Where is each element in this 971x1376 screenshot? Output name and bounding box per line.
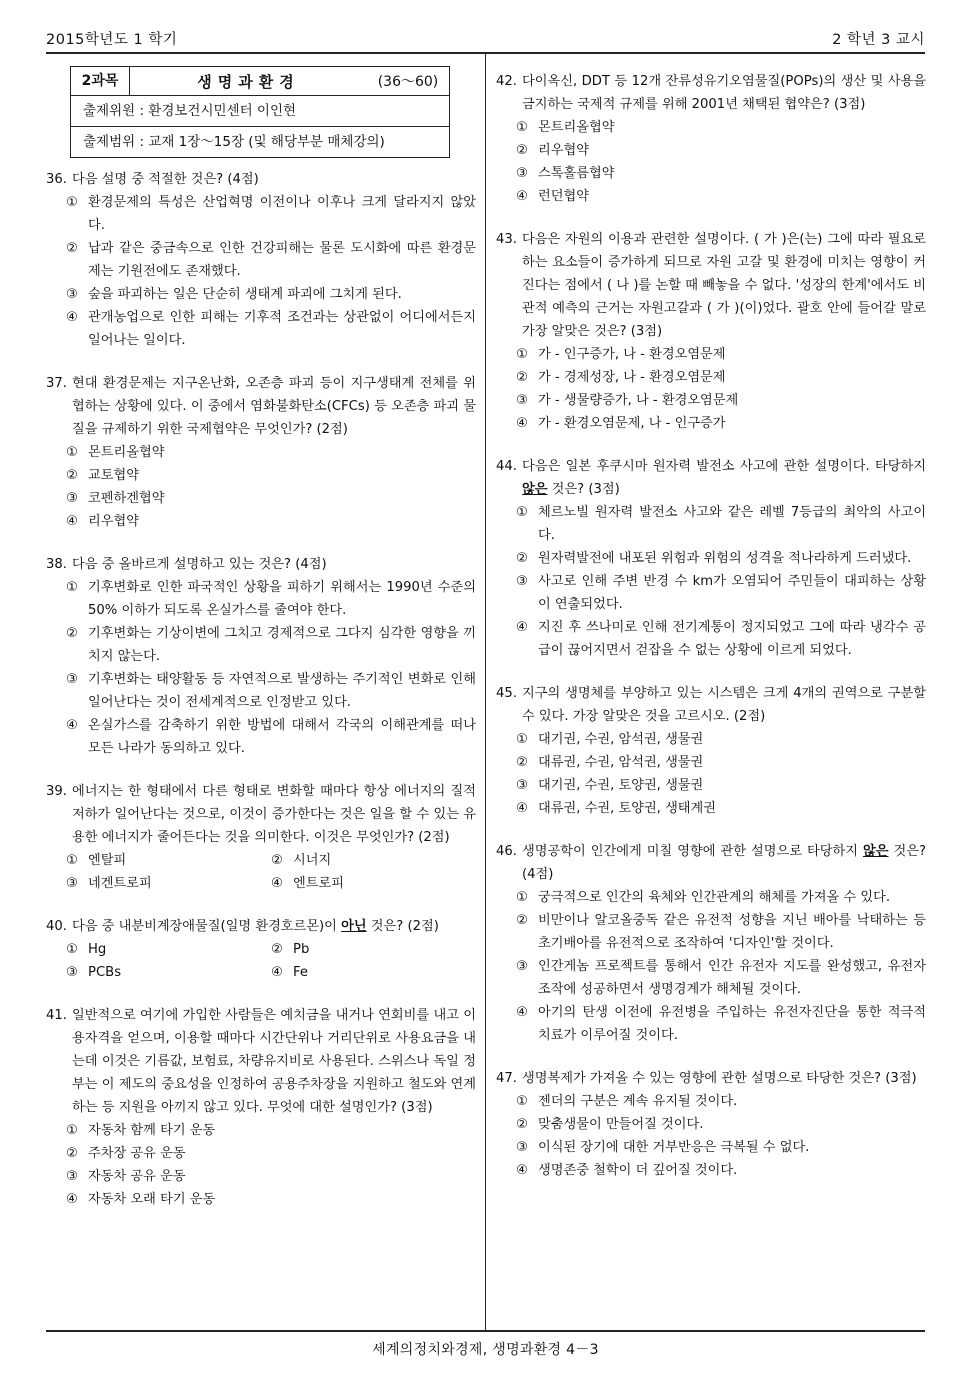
option-number: ③ — [66, 965, 78, 980]
question — [46, 1004, 476, 1211]
answer-option[interactable] — [516, 501, 926, 547]
question-text-post: 것은? (4점) — [522, 844, 926, 882]
answer-option[interactable] — [66, 872, 271, 895]
question-number: 40. — [46, 919, 67, 934]
question-text-pre: 다음은 일본 후쿠시마 원자력 발전소 사고에 관한 설명이다. 타당하지 — [522, 459, 926, 474]
question-text-post: 것은? (2점) — [366, 919, 439, 934]
option-number: ④ — [66, 718, 78, 733]
answer-option[interactable] — [516, 1113, 926, 1136]
question — [496, 840, 926, 1047]
answer-option[interactable] — [66, 576, 476, 622]
option-number: ① — [516, 890, 528, 905]
question-stem — [46, 168, 476, 191]
answer-option[interactable] — [66, 1165, 476, 1188]
question-number: 47. — [496, 1071, 517, 1086]
answer-option[interactable] — [516, 774, 926, 797]
option-text: 코펜하겐협약 — [88, 491, 165, 506]
answer-option[interactable] — [516, 343, 926, 366]
answer-option[interactable] — [516, 389, 926, 412]
answer-option[interactable] — [516, 886, 926, 909]
question — [46, 780, 476, 895]
answer-option[interactable] — [516, 366, 926, 389]
option-number: ② — [66, 1146, 78, 1161]
answer-options — [46, 576, 476, 760]
option-number: ③ — [516, 166, 528, 181]
answer-option[interactable] — [516, 412, 926, 435]
option-text: 엔트로피 — [293, 876, 344, 891]
option-number: ④ — [516, 1163, 528, 1178]
option-text: 가 - 인구증가, 나 - 환경오염문제 — [538, 347, 726, 362]
answer-option[interactable] — [516, 1136, 926, 1159]
subject-box — [70, 66, 450, 158]
answer-option[interactable] — [516, 728, 926, 751]
option-number: ③ — [516, 778, 528, 793]
answer-option[interactable] — [66, 668, 476, 714]
option-text: 환경문제의 특성은 산업혁명 이전이나 이후나 크게 달라지지 않았다. — [88, 195, 476, 233]
option-text: 이식된 장기에 대한 거부반응은 극복될 수 없다. — [538, 1140, 810, 1155]
answer-option[interactable] — [271, 938, 476, 961]
option-number: ② — [66, 626, 78, 641]
question-text — [522, 840, 926, 886]
question — [46, 168, 476, 352]
answer-option[interactable] — [516, 570, 926, 616]
option-text: 궁극적으로 인간의 육체와 인간관계의 해체를 가져올 수 있다. — [538, 890, 891, 905]
answer-option[interactable] — [516, 162, 926, 185]
question — [496, 1067, 926, 1182]
option-text: 가 - 환경오염문제, 나 - 인구증가 — [538, 416, 726, 431]
question-text: 다이옥신, DDT 등 12개 잔류성유기오염물질(POPs)의 생산 및 사용을 금지하는 국제적 규제를 위해 2001년 채택된 협약은? (3점) — [522, 74, 926, 112]
option-number: ④ — [271, 876, 283, 891]
option-text: 사고로 인해 주변 반경 수 km가 오염되어 주민들이 대피하는 상황이 연출되었다. — [538, 574, 926, 612]
option-text: Fe — [293, 965, 308, 980]
answer-option[interactable] — [66, 191, 476, 237]
question-number: 36. — [46, 172, 67, 187]
option-text: 엔탈피 — [88, 853, 127, 868]
option-number: ④ — [66, 1192, 78, 1207]
answer-option[interactable] — [66, 961, 271, 984]
option-number: ③ — [516, 959, 528, 974]
option-number: ④ — [516, 1005, 528, 1020]
answer-option[interactable] — [66, 441, 476, 464]
question-number: 39. — [46, 784, 67, 799]
option-number: ③ — [516, 1140, 528, 1155]
option-number: ③ — [66, 491, 78, 506]
answer-options — [496, 116, 926, 208]
option-text: 스톡홀름협약 — [538, 166, 615, 181]
option-number: ② — [516, 551, 528, 566]
page-footer: 세계의정치와경제, 생명과환경 4－3 — [372, 1342, 599, 1358]
question-list — [46, 168, 476, 1211]
question-text — [522, 455, 926, 501]
question-number: 41. — [46, 1008, 67, 1023]
question-text: 생명복제가 가져올 수 있는 영향에 관한 설명으로 타당한 것은? (3점) — [522, 1071, 917, 1086]
column-divider — [485, 53, 486, 1330]
option-text: 생명존중 철학이 더 깊어질 것이다. — [538, 1163, 738, 1178]
question-text-pre: 다음 중 내분비계장애물질(일명 환경호르몬)이 — [72, 919, 342, 934]
option-text: 자동차 함께 타기 운동 — [88, 1123, 216, 1138]
answer-option[interactable] — [271, 961, 476, 984]
option-text: 관개농업으로 인한 피해는 기후적 조건과는 상관없이 어디에서든지 일어나는 일이다. — [88, 310, 476, 348]
bottom-rule — [46, 1330, 925, 1332]
option-text: 주차장 공유 운동 — [88, 1146, 186, 1161]
exam-period: 2 학년 3 교시 — [832, 32, 925, 48]
question — [46, 915, 476, 984]
answer-option[interactable] — [66, 237, 476, 283]
option-number: ② — [271, 942, 283, 957]
option-number: ③ — [66, 1169, 78, 1184]
answer-option[interactable] — [66, 464, 476, 487]
answer-options — [46, 191, 476, 352]
answer-option[interactable] — [516, 1001, 926, 1047]
option-number: ④ — [66, 514, 78, 529]
option-text: 체르노빌 원자력 발전소 사고와 같은 레벨 7등급의 최악의 사고이다. — [538, 505, 926, 543]
emphasized-word: 아닌 — [341, 919, 367, 934]
question-stem — [46, 915, 476, 938]
option-number: ① — [66, 580, 78, 595]
question-text: 현대 환경문제는 지구온난화, 오존층 파괴 등이 지구생태계 전체를 위협하는 상황에 있다. 이 중에서 염화불화탄소(CFCs) 등 오존층 파괴 물질을 규제하기 위한 국제협약은 무엇인가? (2점) — [72, 376, 476, 437]
option-number: ② — [516, 1117, 528, 1132]
answer-option[interactable] — [66, 283, 476, 306]
question-stem — [46, 1004, 476, 1119]
emphasized-word: 않은 — [522, 482, 548, 497]
option-text: 가 - 경제성장, 나 - 환경오염문제 — [538, 370, 726, 385]
option-text: Pb — [293, 942, 310, 957]
answer-option[interactable] — [66, 714, 476, 760]
question-stem — [496, 70, 926, 116]
option-text: 인간게놈 프로젝트를 통해서 인간 유전자 지도를 완성했고, 유전자 조작에 성공하면서 생명경계가 해체될 것이다. — [538, 959, 926, 997]
answer-option[interactable] — [66, 487, 476, 510]
option-text: 젠더의 구분은 계속 유지될 것이다. — [538, 1094, 738, 1109]
option-number: ③ — [66, 287, 78, 302]
option-number: ③ — [66, 672, 78, 687]
question-text-pre: 생명공학이 인간에게 미칠 영향에 관한 설명으로 타당하지 — [522, 844, 863, 859]
answer-option[interactable] — [66, 849, 271, 872]
option-number: ② — [66, 468, 78, 483]
option-text: 기후변화는 태양활동 등 자연적으로 발생하는 주기적인 변화로 인해 일어난다는 것이 전세계적으로 인정받고 있다. — [88, 672, 476, 710]
option-text: 대기권, 수권, 토양권, 생물권 — [538, 778, 704, 793]
question-number: 42. — [496, 74, 517, 89]
answer-option[interactable] — [516, 547, 926, 570]
answer-options — [496, 886, 926, 1047]
answer-option[interactable] — [516, 185, 926, 208]
answer-option[interactable] — [516, 116, 926, 139]
option-number: ① — [516, 1094, 528, 1109]
option-number: ① — [66, 942, 78, 957]
option-number: ④ — [516, 620, 528, 635]
option-text: 납과 같은 중금속으로 인한 건강피해는 물론 도시화에 따른 환경문제는 기원전에도 존재했다. — [88, 241, 476, 279]
answer-option[interactable] — [66, 938, 271, 961]
question-stem — [496, 455, 926, 501]
answer-option[interactable] — [66, 1142, 476, 1165]
answer-option[interactable] — [66, 1188, 476, 1211]
question — [46, 553, 476, 760]
question — [46, 372, 476, 533]
option-number: ② — [66, 241, 78, 256]
option-number: ④ — [66, 310, 78, 325]
answer-option[interactable] — [66, 510, 476, 533]
answer-option[interactable] — [66, 306, 476, 352]
option-text: 지진 후 쓰나미로 인해 전기계통이 정지되었고 그에 따라 냉각수 공급이 끊어지면서 걷잡을 수 없는 상황에 이르게 되었다. — [538, 620, 926, 658]
option-number: ② — [516, 370, 528, 385]
option-text: 교토협약 — [88, 468, 139, 483]
question-number: 38. — [46, 557, 67, 572]
option-number: ① — [66, 195, 78, 210]
answer-options — [496, 1090, 926, 1182]
option-number: ② — [516, 913, 528, 928]
option-number: ② — [516, 755, 528, 770]
question-number: 44. — [496, 459, 517, 474]
option-text: 자동차 공유 운동 — [88, 1169, 186, 1184]
option-text: 기후변화는 기상이변에 그치고 경제적으로 그다지 심각한 영향을 끼치지 않는다. — [88, 626, 476, 664]
right-column — [496, 70, 926, 1202]
question-text: 지구의 생명체를 부양하고 있는 시스템은 크게 4개의 권역으로 구분할 수 있다. 가장 알맞은 것을 고르시오. (2점) — [522, 686, 926, 724]
option-number: ① — [516, 505, 528, 520]
option-text: 맞춤생물이 만들어질 것이다. — [538, 1117, 704, 1132]
answer-option[interactable] — [516, 139, 926, 162]
option-text: 대기권, 수권, 암석권, 생물권 — [538, 732, 704, 747]
answer-option[interactable] — [66, 622, 476, 668]
question-stem — [46, 372, 476, 441]
question-stem — [496, 840, 926, 886]
option-number: ② — [271, 853, 283, 868]
question-stem — [46, 553, 476, 576]
option-text: 리우협약 — [538, 143, 589, 158]
question-text: 다음 설명 중 적절한 것은? (4점) — [72, 172, 259, 187]
option-text: 기후변화로 인한 파국적인 상황을 피하기 위해서는 1990년 수준의 50% 이하가 되도록 온실가스를 줄여야 한다. — [88, 580, 476, 618]
question-range: (36～60) — [377, 74, 439, 90]
question-number: 45. — [496, 686, 517, 701]
answer-options — [46, 849, 476, 895]
option-text: 아기의 탄생 이전에 유전병을 주입하는 유전자진단을 통한 적극적 치료가 이루어질 것이다. — [538, 1005, 926, 1043]
left-column — [46, 66, 476, 1231]
option-text: 가 - 생물량증가, 나 - 환경오염문제 — [538, 393, 739, 408]
subject-code: 2과목 — [71, 67, 130, 95]
option-number: ① — [66, 853, 78, 868]
option-number: ④ — [271, 965, 283, 980]
option-number: ③ — [516, 393, 528, 408]
question — [496, 70, 926, 208]
question-number: 43. — [496, 232, 517, 247]
emphasized-word: 않은 — [863, 844, 889, 859]
option-number: ③ — [516, 574, 528, 589]
answer-option[interactable] — [516, 616, 926, 662]
option-number: ④ — [516, 416, 528, 431]
answer-options — [46, 441, 476, 533]
answer-option[interactable] — [516, 1159, 926, 1182]
question-text: 일반적으로 여기에 가입한 사람들은 예치금을 내거나 연회비를 내고 이용자격을 얻으며, 이용할 때마다 시간단위나 거리단위로 사용요금을 내는데 이것은 기름값, 보험료, 차량유지비로 사용된다. 스위스나 독일 정부는 이 제도의 중요성을 인정하여 공용주차장을 지원하고 철도와 연계하는 등 지원을 아끼지 않고 있다. 무엇에 대한 설명인가? (3점) — [72, 1008, 476, 1115]
question — [496, 455, 926, 662]
option-text: 리우협약 — [88, 514, 139, 529]
exam-author: 출제위원 : 환경보건시민센터 이인현 — [83, 103, 297, 119]
option-text: 비만이나 알코올중독 같은 유전적 성향을 지닌 배아를 낙태하는 등 초기배아를 유전적으로 조작하여 '디자인'할 것이다. — [538, 913, 926, 951]
question — [496, 682, 926, 820]
answer-options — [46, 938, 476, 984]
option-text: 자동차 오래 타기 운동 — [88, 1192, 216, 1207]
option-number: ① — [66, 445, 78, 460]
option-number: ① — [516, 347, 528, 362]
answer-option[interactable] — [516, 797, 926, 820]
option-text: 대류권, 수권, 토양권, 생태계권 — [538, 801, 717, 816]
answer-option[interactable] — [271, 849, 476, 872]
option-text: 숲을 파괴하는 일은 단순히 생태계 파괴에 그치게 된다. — [88, 287, 402, 302]
question-text: 다음은 자원의 이용과 관련한 설명이다. ( 가 )은(는) 그에 따라 필요로 하는 요소들이 증가하게 되므로 자원 고갈 및 환경에 미치는 영향이 커진다는 점에서 ( 나 )를 논할 때 빼놓을 수 없다. '성장의 한계'에서도 비관적 예측의 근거는 자원고갈과 ( 가 )(이)었다. 괄호 안에 들어갈 말로 가장 알맞은 것은? (3점) — [522, 232, 926, 339]
option-number: ④ — [516, 189, 528, 204]
option-text: 대류권, 수권, 암석권, 생물권 — [538, 755, 704, 770]
option-text: 네겐트로피 — [88, 876, 152, 891]
question-number: 37. — [46, 376, 67, 391]
question-stem — [496, 228, 926, 343]
question-stem — [496, 682, 926, 728]
question-text: 다음 중 올바르게 설명하고 있는 것은? (4점) — [72, 557, 327, 572]
answer-option[interactable] — [66, 1119, 476, 1142]
answer-options — [496, 501, 926, 662]
question-list — [496, 70, 926, 1182]
exam-scope: 출제범위 : 교재 1장～15장 (및 해당부분 매체강의) — [71, 126, 449, 157]
answer-option[interactable] — [516, 751, 926, 774]
subject-title: 생명과환경 — [197, 72, 300, 91]
question — [496, 228, 926, 435]
option-number: ④ — [516, 801, 528, 816]
option-text: 몬트리올협약 — [88, 445, 165, 460]
option-text: Hg — [88, 942, 107, 957]
question-stem — [496, 1067, 926, 1090]
option-text: 온실가스를 감축하기 위한 방법에 대해서 각국의 이해관계를 떠나 모든 나라가 동의하고 있다. — [88, 718, 476, 756]
option-number: ② — [516, 143, 528, 158]
answer-option[interactable] — [516, 1090, 926, 1113]
question-text — [72, 915, 476, 938]
option-text: 런던협약 — [538, 189, 589, 204]
option-text: 몬트리올협약 — [538, 120, 615, 135]
option-number: ① — [516, 732, 528, 747]
option-number: ① — [66, 1123, 78, 1138]
question-number: 46. — [496, 844, 517, 859]
option-text: 원자력발전에 내포된 위험과 위험의 성격을 적나라하게 드러냈다. — [538, 551, 912, 566]
option-text: PCBs — [88, 965, 122, 980]
answer-option[interactable] — [271, 872, 476, 895]
option-number: ③ — [66, 876, 78, 891]
answer-option[interactable] — [516, 955, 926, 1001]
exam-term: 2015학년도 1 학기 — [46, 32, 178, 48]
answer-options — [496, 728, 926, 820]
option-number: ① — [516, 120, 528, 135]
question-text: 에너지는 한 형태에서 다른 형태로 변화할 때마다 항상 에너지의 질적 저하가 일어난다는 것으로, 이것이 증가한다는 것은 일을 할 수 있는 유용한 에너지가 줄어든다는 것을 의미한다. 이것은 무엇인가? (2점) — [72, 784, 476, 845]
question-stem — [46, 780, 476, 849]
answer-options — [46, 1119, 476, 1211]
option-text: 시너지 — [293, 853, 332, 868]
question-text-post: 것은? (3점) — [547, 482, 620, 497]
answer-options — [496, 343, 926, 435]
answer-option[interactable] — [516, 909, 926, 955]
